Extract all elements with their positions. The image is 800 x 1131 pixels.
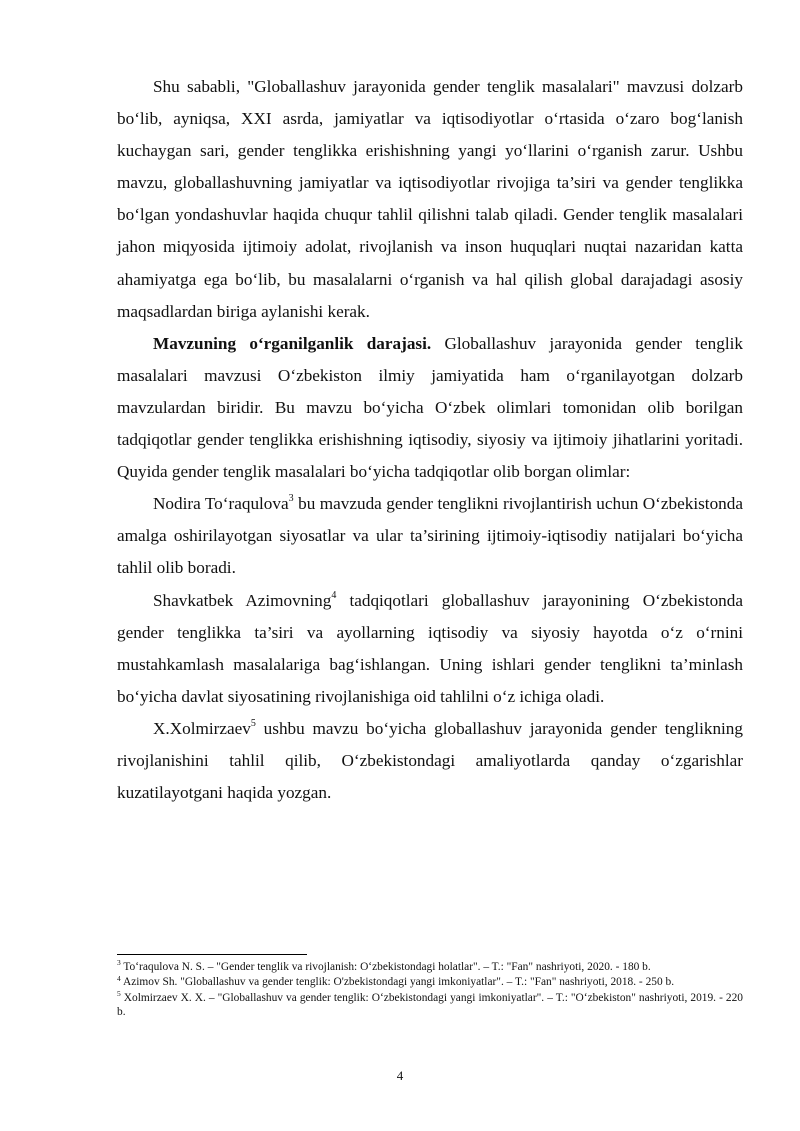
paragraph-2-text: Globallashuv jarayonida gender tenglik masalalari mavzusi O‘zbekiston ilmiy jamiyatida ham o‘rganilayotgan dolzarb mavzulardan biridir. Bu mavzu bo‘yicha O‘zbek olimlari tomonidan olib borilgan tadqiqotlar gender tenglikka erishishning iqtisodiy, siyosiy va ijtimoiy jihatlarini yoritadi. Quyida gender tenglik masalalari bo‘yicha tadqiqotlar olib borgan olimlar: [117,333,744,482]
footnote-number: 3 [117,958,121,968]
footnote-ref-4[interactable]: 4 [331,589,337,601]
author-name-3: Nodira To‘raqulova [153,494,289,514]
footnote-text: To‘raqulova N. S. – "Gender tenglik va rivojlanish: O‘zbekistondagi holatlar". – T.: "Fan" nashriyoti, 2020. - 180 b. [120,961,651,973]
paragraph-3 [117,488,743,584]
section-heading: Mavzuning o‘rganilganlik darajasi. [153,333,432,353]
author-name-5: X.Xolmirzaev [153,718,251,738]
author-name-4: Shavkatbek Azimovning [153,590,332,610]
footnote-ref-3[interactable]: 3 [288,493,294,505]
paragraph-4 [117,585,743,713]
page-number: 4 [396,1068,404,1083]
footnote-text: Xolmirzaev X. X. – "Globallashuv va gender tenglik: O‘zbekistondagi yangi imkoniyatlar". – T.: "O‘zbekiston" nashriyoti, 2019. - 220 b. [117,991,743,1018]
footnote-number: 5 [117,988,121,998]
footnotes [117,960,743,1020]
footnote-number: 4 [117,973,121,983]
paragraph-2 [117,328,743,488]
footnote [117,988,743,1020]
footnote-text: Azimov Sh. "Globallashuv va gender tenglik: O'zbekistondagi yangi imkoniyatlar". – T.: "Fan" nashriyoti, 2018. - 250 b. [120,976,675,989]
paragraph-1-text: Shu sababli, "Globallashuv jarayonida gender tenglik masalalari" mavzusi dolzarb bo‘lib, ayniqsa, XXI asrda, jamiyatlar va iqtisodiyotlar o‘rtasida o‘zaro bog‘lanish kuchaygan sari, gender tenglikka erishishning yangi yo‘llarini o‘rganish zarur. Ushbu mavzu, globallashuvning jamiyatlar va iqtisodiyotlar rivojiga ta’siri va gender tenglikka bo‘lgan yondashuvlar haqida chuqur tahlil qilishni talab qiladi. Gender tenglik masalalari jahon miqyosida ijtimoiy adolat, rivojlanish va inson huquqlari nuqtai nazaridan katta ahamiyatga ega bo‘lib, bu masalalarni o‘rganish va hal qilish global darajadagi asosiy maqsadlardan biriga aylanishi kerak. [117,77,743,321]
paragraph-3-text: bu mavzuda gender tenglikni rivojlantirish uchun O‘zbekistonda amalga oshirilayotgan siyosatlar va ular ta’sirining ijtimoiy-iqtisodiy natijalari bo‘yicha tahlil olib boradi. [117,494,743,578]
page-body [117,71,743,809]
paragraph-1 [117,71,743,328]
paragraph-5-text: ushbu mavzu bo‘yicha globallashuv jarayonida gender tenglikning rivojlanishini tahlil qilib, O‘zbekistondagi amaliyotlarda qanday o‘zgarishlar kuzatilayotgani haqida yozgan. [117,718,743,803]
footnote [117,960,743,974]
footnote [117,975,743,989]
paragraph-4-text: tadqiqotlari globallashuv jarayonining O‘zbekistonda gender tenglikka ta’siri va ayollarning iqtisodiy va siyosiy hayotda o‘z o‘rnini mustahkamlash masalalariga bag‘ishlangan. Uning ishlari gender tenglikni ta’minlash bo‘yicha davlat siyosatining rivojlanishiga oid tahlilni o‘z ichiga oladi. [117,590,744,706]
footnote-ref-5[interactable]: 5 [250,718,256,730]
paragraph-5 [117,713,743,809]
footnote-divider [117,954,307,955]
